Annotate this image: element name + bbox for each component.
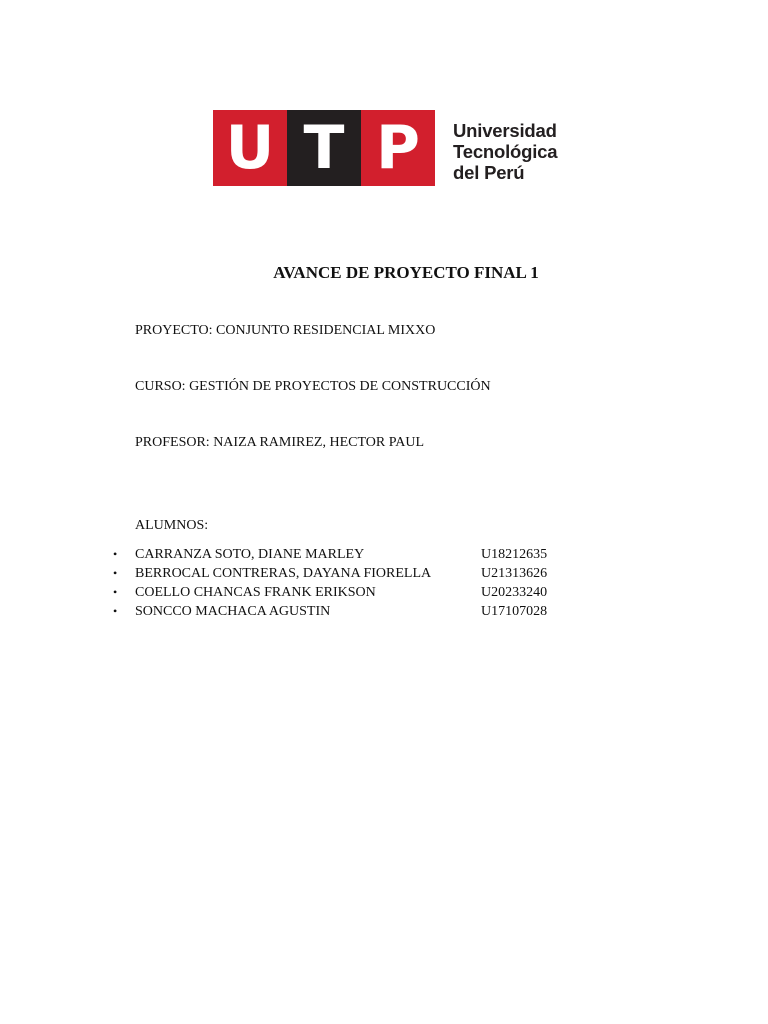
- students-label: ALUMNOS:: [135, 518, 209, 533]
- logo-letter-t: T: [303, 113, 345, 183]
- utp-logo: [213, 110, 558, 186]
- bullet-icon: •: [113, 547, 118, 561]
- student-code: U20233240: [481, 585, 548, 600]
- student-name: COELLO CHANCAS FRANK ERIKSON: [135, 585, 376, 600]
- students-list: [113, 547, 563, 623]
- logo-letter-p: P: [376, 113, 420, 183]
- student-item: [113, 604, 563, 623]
- professor-line: PROFESOR: NAIZA RAMIREZ, HECTOR PAUL: [135, 435, 424, 450]
- logo-line-2: Tecnológica: [453, 141, 558, 162]
- logo-line-1: Universidad: [453, 120, 557, 141]
- student-item: [113, 566, 563, 585]
- student-item: [113, 547, 563, 566]
- student-name: SONCCO MACHACA AGUSTIN: [135, 604, 331, 619]
- logo-letter-u: U: [225, 113, 275, 183]
- bullet-icon: •: [113, 604, 118, 618]
- bullet-icon: •: [113, 566, 118, 580]
- student-code: U21313626: [481, 566, 548, 581]
- course-line: CURSO: GESTIÓN DE PROYECTOS DE CONSTRUCCIÓN: [135, 379, 491, 394]
- document-title: AVANCE DE PROYECTO FINAL 1: [273, 263, 539, 282]
- logo-wordmark: [453, 120, 557, 183]
- student-code: U17107028: [481, 604, 548, 619]
- logo-mark: [213, 110, 435, 186]
- student-code: U18212635: [481, 547, 548, 562]
- logo-line-3: del Perú: [453, 162, 525, 183]
- bullet-icon: •: [113, 585, 118, 599]
- student-name: CARRANZA SOTO, DIANE MARLEY: [135, 547, 365, 562]
- student-item: [113, 585, 563, 604]
- project-line: PROYECTO: CONJUNTO RESIDENCIAL MIXXO: [135, 323, 436, 338]
- student-name: BERROCAL CONTRERAS, DAYANA FIORELLA: [135, 566, 432, 581]
